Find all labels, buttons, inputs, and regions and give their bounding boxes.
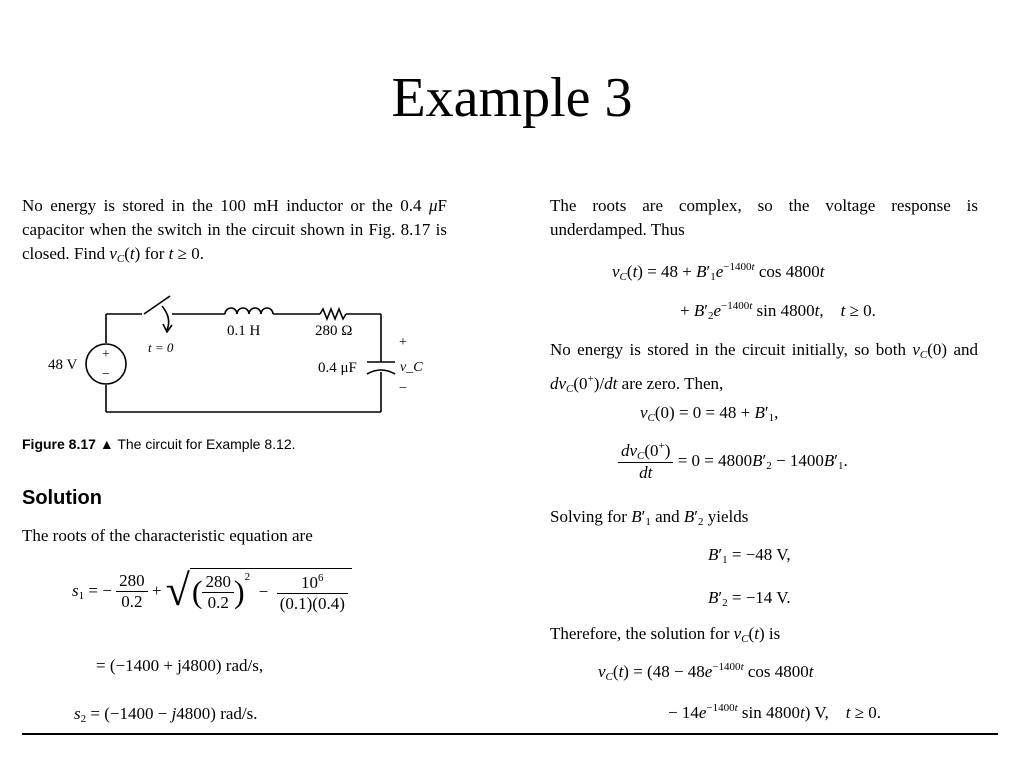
equation-s1-value: = (−1400 + j4800) rad/s,	[96, 656, 264, 675]
source-voltage-label: 48 V	[48, 357, 78, 373]
equation-solution-2: − $14e^{-1400t}$ sin 4800t) V, t ≥ 0.	[668, 702, 882, 722]
slide-title: Example 3	[391, 67, 633, 129]
resistor-label: 280 Ω	[315, 323, 353, 339]
vc-label: v_C	[400, 360, 423, 375]
triangle-icon: ▲	[99, 436, 114, 452]
equation-s1: $s_1$ = − $\frac{280}{0.2}$ + √( $\frac{280}{0.2}$ )$^2$ − $\frac{10^6}{(0.1)(0.4)}$	[72, 566, 352, 630]
equation-vc-general-1: $v_C(t) = 48 + B'_1e^{-1400t}$ cos 4800t	[612, 261, 825, 283]
problem-statement: No energy is stored in the 100 mH inductor or the 0.4 μF capacitor when the switch in the circuit shown in Fig. 8.17 is closed. Find $v_C(t)$ for t ≥ 0.	[22, 196, 447, 265]
vc-minus: −	[399, 381, 407, 396]
source-plus: +	[102, 347, 110, 362]
paragraph-initial-conditions: No energy is stored in the circuit initially, so both $v_C(0)$ and $dv_C(0^+)/dt$ are zero. Then,	[550, 340, 978, 395]
equation-b1: $B'_1 = -48$ V,	[708, 545, 791, 566]
equation-derivative: $\frac{dv_C(0^+)}{dt}$ = $0 = 4800B'_2 - 1400B'_1$.	[618, 440, 848, 483]
solution-intro: The roots of the characteristic equation are	[22, 526, 313, 545]
switch-label: t = 0	[148, 340, 174, 355]
source-minus: −	[102, 367, 110, 382]
figure-caption-text: The circuit for Example 8.12.	[117, 436, 296, 452]
bottom-divider	[22, 733, 998, 735]
inductor-label: 0.1 H	[227, 323, 261, 339]
equation-vc0: $v_C(0) = 0 = 48 + B'_1$,	[640, 403, 779, 424]
equation-solution-1: $v_C(t) = (48 - 48e^{-1400t}$ cos 4800t	[598, 661, 814, 683]
figure-number: Figure 8.17	[22, 436, 96, 452]
sqrt-sign: √	[165, 566, 190, 615]
paragraph-underdamped: The roots are complex, so the voltage response is underdamped. Thus	[550, 196, 978, 239]
equation-s2: $s_2 = (-1400 - j4800)$ rad/s.	[74, 704, 258, 725]
solution-heading: Solution	[22, 487, 102, 509]
paragraph-solving: Solving for $B'_1$ and $B'_2$ yields	[550, 507, 749, 528]
equation-vc-general-2: + $B'_2e^{-1400t}$ sin 4800t, t ≥ 0.	[680, 300, 876, 322]
vc-plus: +	[399, 335, 407, 350]
capacitor-label: 0.4 μF	[318, 360, 357, 376]
circuit-diagram	[22, 288, 432, 424]
figure-caption	[22, 434, 296, 454]
equation-b2: $B'_2 = -14$ V.	[708, 588, 791, 609]
paragraph-therefore: Therefore, the solution for $v_C(t)$ is	[550, 624, 781, 645]
